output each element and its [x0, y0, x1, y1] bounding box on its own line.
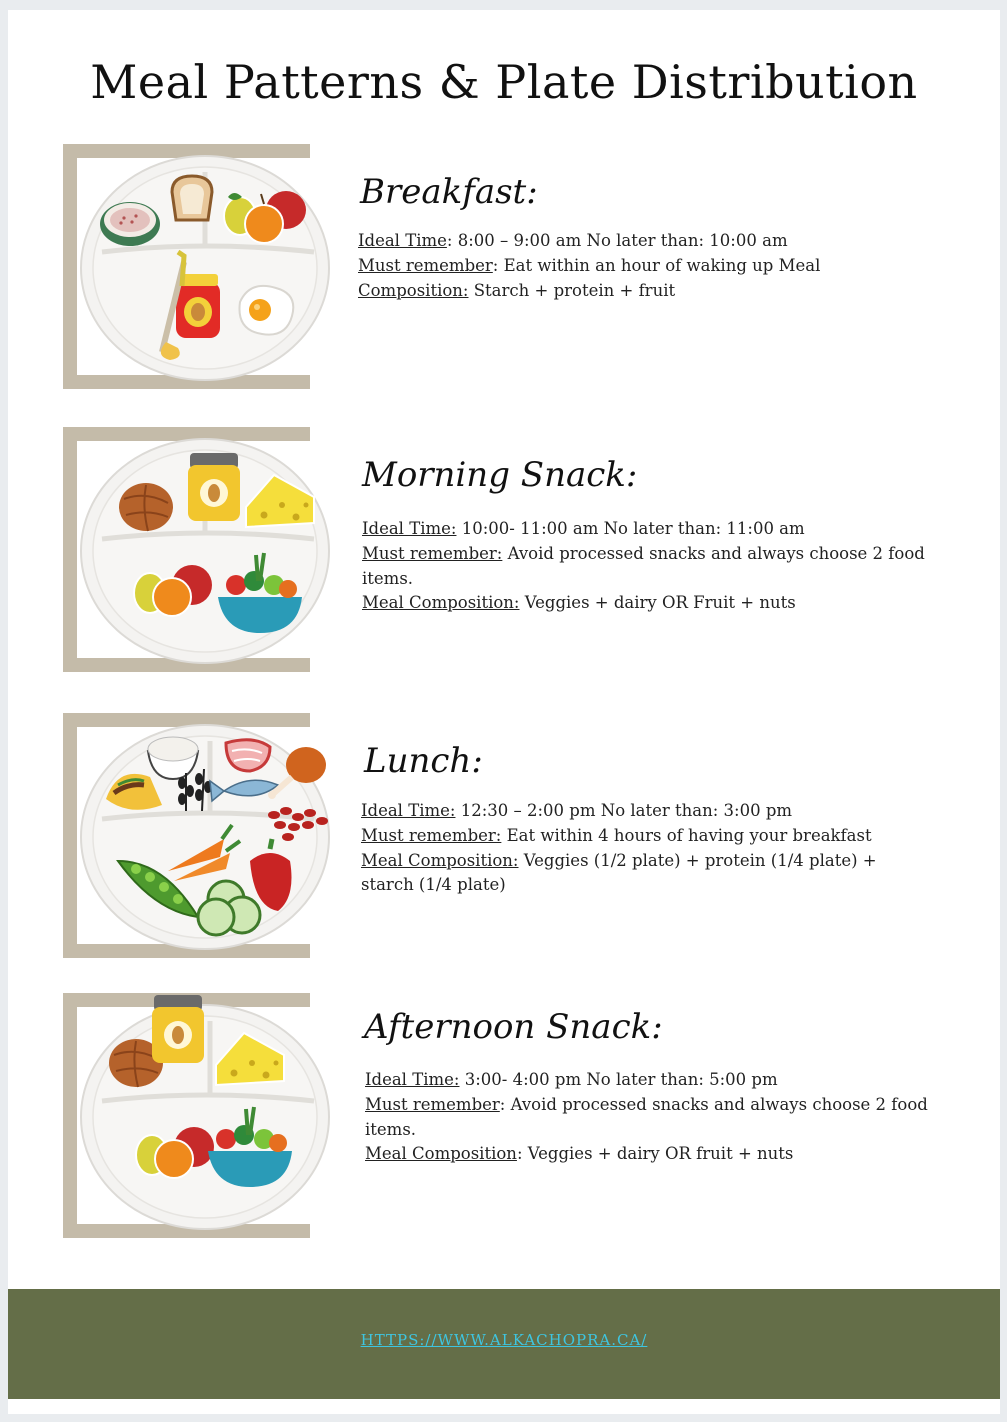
- fried-egg-icon: [239, 286, 293, 335]
- composition-line: [362, 591, 932, 616]
- must-remember-label: Must remember:: [362, 543, 503, 563]
- oatmeal-bowl-icon: [100, 202, 160, 246]
- website-link[interactable]: HTTPS://WWW.ALKACHOPRA.CA/: [360, 1331, 648, 1349]
- meal-info-breakfast: [358, 229, 928, 303]
- page-title: Meal Patterns & Plate Distribution: [90, 55, 918, 109]
- footer-bar: [8, 1289, 1000, 1399]
- ideal-time-line: [362, 517, 932, 542]
- ideal-time-line: [365, 1068, 935, 1093]
- page: [8, 10, 1000, 1414]
- afternoon-snack-plate-image: [74, 1001, 336, 1233]
- section-morning-snack: [8, 427, 1000, 673]
- morning-snack-plate-image: [74, 435, 336, 667]
- peanut-butter-jar-icon: [188, 453, 240, 521]
- composition-line: [365, 1142, 935, 1167]
- composition-value: Veggies + dairy OR Fruit + nuts: [519, 593, 796, 613]
- lunch-plate-image: [74, 721, 336, 953]
- peanut-butter-jar-icon: [152, 995, 204, 1063]
- ideal-time-line: [361, 799, 931, 824]
- composition-label: Meal Composition:: [361, 850, 519, 870]
- section-afternoon-snack: [8, 993, 1000, 1239]
- meal-title-afternoon-snack: Afternoon Snack:: [364, 1007, 663, 1047]
- ideal-time-line: [358, 229, 928, 254]
- meal-title-lunch: Lunch:: [364, 741, 483, 781]
- meal-info-morning-snack: [362, 517, 932, 616]
- breakfast-plate-image: [74, 152, 336, 384]
- must-remember-label: Must remember:: [361, 825, 502, 845]
- meal-info-lunch: [361, 799, 931, 898]
- toast-icon: [172, 176, 212, 220]
- must-remember-label: Must remember: [358, 255, 493, 275]
- meal-title-breakfast: Breakfast:: [360, 172, 538, 212]
- composition-value: Veggies (1/2 plate) + protein (1/4 plate) + starch (1/4 plate): [361, 850, 877, 895]
- must-remember-value: : Avoid processed snacks and always choose 2 food items.: [365, 1094, 928, 1139]
- composition-label: Composition:: [358, 280, 469, 300]
- meal-info-afternoon-snack: [365, 1068, 935, 1167]
- ideal-time-label: Ideal Time:: [362, 519, 457, 538]
- must-remember-label: Must remember: [365, 1094, 500, 1114]
- must-remember-line: [358, 254, 928, 279]
- ideal-time-value: 3:00- 4:00 pm No later than: 5:00 pm: [459, 1070, 778, 1089]
- ideal-time-label: Ideal Time:: [365, 1070, 460, 1089]
- must-remember-line: [365, 1093, 935, 1143]
- composition-label: Meal Composition:: [362, 593, 520, 613]
- must-remember-value: Eat within 4 hours of having your breakfast: [501, 825, 872, 845]
- ideal-time-label: Ideal Time: [358, 231, 447, 250]
- composition-value: Starch + protein + fruit: [468, 280, 676, 300]
- ideal-time-label: Ideal Time:: [361, 801, 456, 820]
- ideal-time-value: 12:30 – 2:00 pm No later than: 3:00 pm: [455, 801, 793, 820]
- ideal-time-value: 10:00- 11:00 am No later than: 11:00 am: [456, 519, 805, 538]
- meat-icon: [226, 740, 270, 771]
- section-lunch: [8, 713, 1000, 959]
- composition-line: [358, 279, 928, 304]
- composition-label: Meal Composition: [365, 1144, 517, 1164]
- must-remember-line: [362, 542, 932, 592]
- must-remember-line: [361, 824, 931, 849]
- rice-bowl-icon: [148, 737, 198, 779]
- composition-value: : Veggies + dairy OR fruit + nuts: [516, 1144, 794, 1164]
- walnut-icon: [119, 483, 173, 531]
- must-remember-value: : Eat within an hour of waking up Meal: [492, 255, 821, 275]
- composition-line: [361, 849, 931, 899]
- must-remember-value: Avoid processed snacks and always choose 2 food items.: [362, 543, 925, 588]
- ideal-time-value: : 8:00 – 9:00 am No later than: 10:00 am: [446, 231, 788, 250]
- section-breakfast: [8, 144, 1000, 390]
- meal-title-morning-snack: Morning Snack:: [362, 455, 638, 495]
